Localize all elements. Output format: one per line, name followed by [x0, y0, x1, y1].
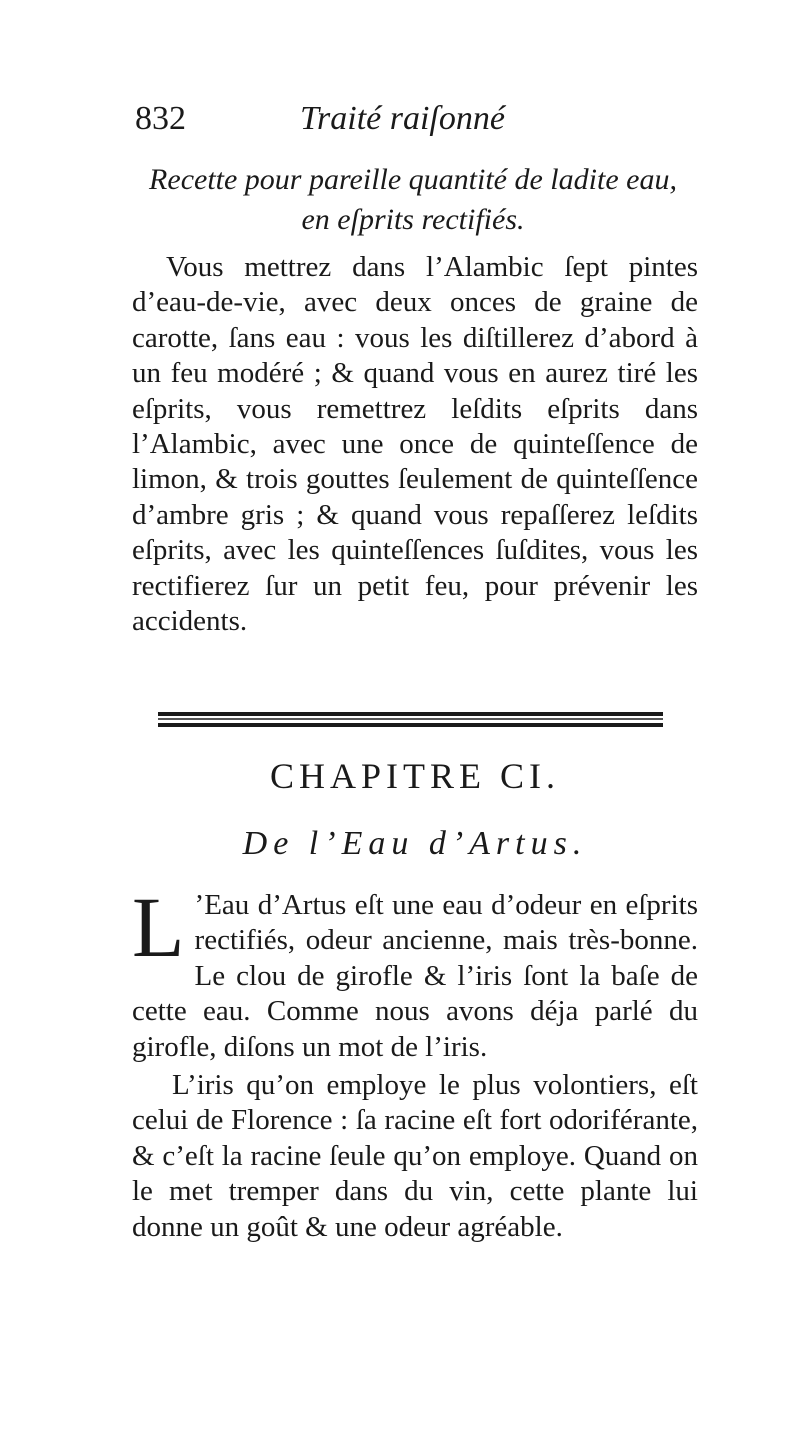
running-title: Traité raiſonné — [300, 100, 505, 137]
recipe-heading — [128, 160, 698, 240]
chapter-title: CHAPITRE CI. — [269, 756, 560, 796]
ornamental-divider — [158, 712, 663, 728]
chapter-paragraph-1 — [132, 879, 698, 1065]
page-number: 832 — [135, 100, 186, 137]
recipe-heading-line-2: en eſprits rectifiés. — [301, 203, 525, 236]
divider-rule-middle — [158, 718, 663, 720]
chapter-subtitle: De l’Eau d’Artus. — [242, 825, 588, 862]
chapter-paragraph-2: L’iris qu’on employe le plus volontiers, eſt celui de Florence : ſa racine eſt fort odoriférante, & c’eſt la racine ſeule qu’on employe. Quand on le met tremper dans du vin, cette plante lui donne un goût & une odeur agréable. — [132, 1069, 698, 1243]
divider-rule-bottom — [158, 723, 663, 727]
divider-rule-top — [158, 712, 663, 716]
recipe-paragraph: Vous mettrez dans l’Alambic ſept pintes d’eau-de-vie, avec deux onces de graine de carotte, ſans eau : vous les diſtillerez d’abord à un feu modéré ; & quand vous en aurez tiré les eſprits, vous remettrez leſdits eſprits dans l’Alambic, avec une once de quinteſſence de limon, & trois gouttes ſeulement de quinteſſence d’ambre gris ; & quand vous repaſſerez leſdits eſprits, avec les quinteſſences ſuſdites, vous les rectifierez ſur un petit feu, pour prévenir les accidents. — [132, 251, 698, 638]
recipe-heading-line-1: Recette pour pareille quantité de ladite eau, — [149, 163, 677, 196]
running-head — [135, 100, 695, 150]
drop-cap: L — [132, 879, 185, 975]
chapter-paragraph-1-text: ’Eau d’Artus eſt une eau d’odeur en eſprits rectifiés, odeur ancienne, mais très-bonne. Le clou de girofle & l’iris ſont la baſe de cette eau. Comme nous avons déja parlé du girofle, diſons un mot de l’iris. — [132, 889, 698, 1063]
